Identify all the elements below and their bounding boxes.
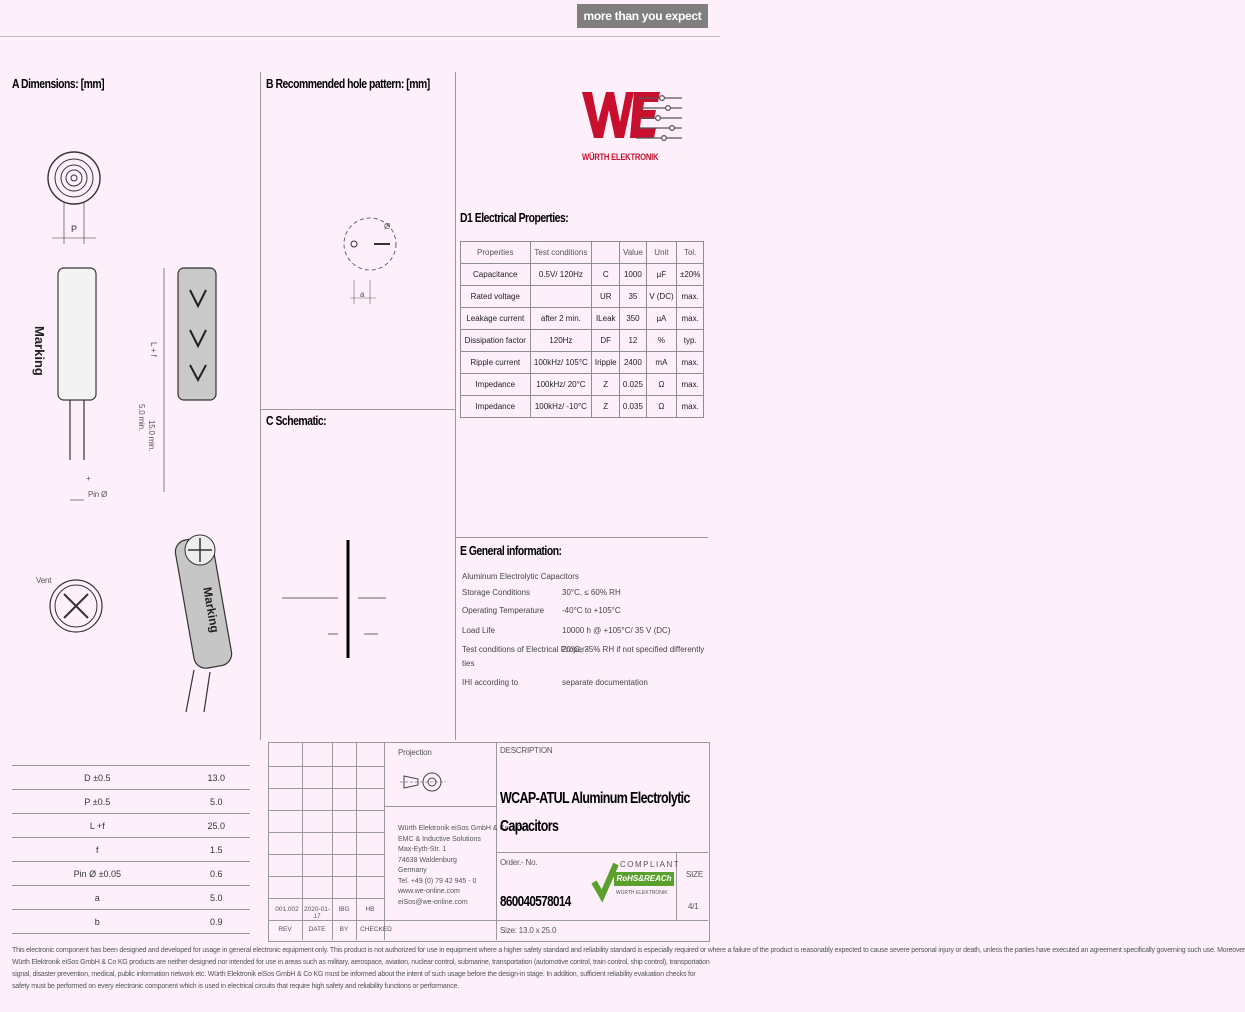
header-divider xyxy=(0,36,720,37)
dim-label-min15: 15.0 min. xyxy=(147,420,156,452)
dim-label-pin: Pin Ø xyxy=(88,490,108,499)
table-cell: 120Hz xyxy=(530,330,592,352)
dim-value: 13.0 xyxy=(183,766,250,790)
table-cell: max. xyxy=(677,396,704,418)
table-cell: Capacitance xyxy=(461,264,531,286)
table-row xyxy=(12,910,250,934)
table-cell: 100kHz/ 105°C xyxy=(530,352,592,374)
dim-name: b xyxy=(12,910,183,934)
tb-grid xyxy=(268,766,384,767)
tagline-banner: more than you expect xyxy=(577,4,708,28)
section-e-title: E General information: xyxy=(460,543,562,558)
page-number: 4/1 xyxy=(688,902,699,911)
rohs-badge xyxy=(592,856,681,914)
general-info-label: IHI according to xyxy=(462,678,519,687)
label-date: DATE xyxy=(308,926,326,933)
table-cell: max. xyxy=(677,374,704,396)
table-cell: 35 xyxy=(620,286,646,308)
table-row xyxy=(461,374,704,396)
general-info-label: Aluminum Electrolytic Capacitors xyxy=(462,572,579,581)
table-cell: ILeak xyxy=(592,308,620,330)
general-info-value: 30°C, ≤ 60% RH xyxy=(562,588,621,597)
frame-divider-d-e xyxy=(455,537,708,538)
address-line: www.we-online.com xyxy=(398,888,460,895)
table-cell: Impedance xyxy=(461,396,531,418)
table-cell: Leakage current xyxy=(461,308,531,330)
section-b-title: B Recommended hole pattern: [mm] xyxy=(266,76,430,91)
table-cell: Ω xyxy=(646,396,677,418)
dim-label-vent: Vent xyxy=(36,576,52,585)
table-cell: 100kHz/ 20°C xyxy=(530,374,592,396)
dimensions-table xyxy=(12,765,250,934)
size-info: Size: 13.0 x 25.0 xyxy=(500,926,557,935)
address-line: eiSos@we-online.com xyxy=(398,898,468,906)
dim-name: Pin Ø ±0.05 xyxy=(12,862,183,886)
table-row xyxy=(12,886,250,910)
capacitor-schematic xyxy=(276,530,396,670)
dim-label-l: L + f xyxy=(149,342,158,357)
marking-label-2: Marking xyxy=(200,586,222,634)
badge-brand: WÜRTH ELEKTRONIK xyxy=(616,890,668,896)
table-cell: µF xyxy=(646,264,677,286)
dim-value: 25.0 xyxy=(183,814,250,838)
projection-label: Projection xyxy=(398,748,432,757)
table-cell: Z xyxy=(592,374,620,396)
table-row xyxy=(461,352,704,374)
dim-name: P ±0.5 xyxy=(12,790,183,814)
dim-label-p: P xyxy=(71,224,77,234)
table-cell: Rated voltage xyxy=(461,286,531,308)
tb-grid xyxy=(384,742,385,940)
table-cell: 2400 xyxy=(620,352,646,374)
table-header-row xyxy=(461,242,704,264)
table-row xyxy=(12,790,250,814)
table-cell: % xyxy=(646,330,677,352)
tb-grid xyxy=(496,920,708,921)
address-line: Germany xyxy=(398,867,427,874)
table-cell: 0.025 xyxy=(620,374,646,396)
table-row xyxy=(12,862,250,886)
address-line: Würth Elektronik eiSos GmbH & Co. KG xyxy=(398,825,523,832)
dim-value: 5.0 xyxy=(183,790,250,814)
general-info-value: 20°C, 35% RH if not specified differently xyxy=(562,645,705,654)
tb-grid xyxy=(268,920,496,921)
table-cell: mA xyxy=(646,352,677,374)
header-cell: Unit xyxy=(646,242,677,264)
order-number: 860040578014 xyxy=(500,893,571,910)
dim-value: 1.5 xyxy=(183,838,250,862)
table-cell: Z xyxy=(592,396,620,418)
tb-grid xyxy=(384,806,496,807)
address-line: Tel. +49 (0) 79 42 945 - 0 xyxy=(398,877,477,885)
table-cell: Dissipation factor xyxy=(461,330,531,352)
table-cell: V (DC) xyxy=(646,286,677,308)
disclaimer-line2: Würth Elektronik eiSos GmbH & Co KG products are neither designed nor intended for use in areas such as military, aerospace, aviation, nuclear control, submarine, transportation (automotive control, train control, ship control), transportation signal, disaster prevention, medical, public information network etc. Würth Elektronik eiSos GmbH & Co KG must be informed about the intent of such usage before the design-in stage. In addition, sufficient reliability evaluation checks for safety must be performed on every electronic component which is used in electrical circuits that require high safety and reliability functions or performance. xyxy=(12,959,710,990)
dim-label-plus: + xyxy=(86,474,91,483)
table-cell: max. xyxy=(677,286,704,308)
status-date: 2020-01-17 xyxy=(303,906,331,920)
general-info-label: Load Life xyxy=(462,626,495,635)
frame-divider-right xyxy=(455,72,456,740)
table-cell: 12 xyxy=(620,330,646,352)
general-info-value: -40°C to +105°C xyxy=(562,606,621,615)
tb-grid xyxy=(268,832,384,833)
frame-divider-b-c xyxy=(260,409,456,410)
header-cell: Tol. xyxy=(677,242,704,264)
table-cell: Iripple xyxy=(592,352,620,374)
section-c-title: C Schematic: xyxy=(266,413,327,428)
table-cell: typ. xyxy=(677,330,704,352)
table-cell: µA xyxy=(646,308,677,330)
table-cell: 0.035 xyxy=(620,396,646,418)
tb-grid xyxy=(268,788,384,789)
general-info-value: separate documentation xyxy=(562,678,648,687)
tb-grid xyxy=(268,810,384,811)
table-row xyxy=(461,396,704,418)
table-cell: 350 xyxy=(620,308,646,330)
dim-label-min5: 5.0 min. xyxy=(137,404,146,431)
general-info-label: ties xyxy=(462,659,475,668)
dim-value: 5.0 xyxy=(183,886,250,910)
label-checked: CHECKED xyxy=(360,926,392,933)
header-cell: Value xyxy=(620,242,646,264)
table-cell: 0.5V/ 120Hz xyxy=(530,264,592,286)
logo-brand-text: WÜRTH ELEKTRONIK xyxy=(582,152,659,162)
tb-grid xyxy=(268,876,384,877)
status-by: IBG xyxy=(338,906,350,913)
tb-grid xyxy=(268,898,384,899)
marking-label: Marking xyxy=(32,326,47,376)
table-row xyxy=(12,814,250,838)
table-cell: after 2 min. xyxy=(530,308,592,330)
electrical-properties-table xyxy=(460,241,704,418)
product-title-line1: WCAP-ATUL Aluminum Electrolytic xyxy=(500,790,690,807)
projection-icon xyxy=(400,762,446,802)
tb-grid xyxy=(268,854,384,855)
rohs-text: RoHS&REACh xyxy=(614,872,674,886)
table-row xyxy=(461,330,704,352)
table-cell: Ω xyxy=(646,374,677,396)
label-rev: REV xyxy=(278,926,292,933)
dim-name: a xyxy=(12,886,183,910)
dim-name: D ±0.5 xyxy=(12,766,183,790)
table-cell: 100kHz/ -10°C xyxy=(530,396,592,418)
compliant-text: COMPLIANT xyxy=(620,860,681,869)
table-cell: DF xyxy=(592,330,620,352)
status-rev: 001.002 xyxy=(275,906,299,913)
general-info-label: Operating Temperature xyxy=(462,606,545,615)
product-title-line2: Capacitors xyxy=(500,818,559,835)
table-cell: max. xyxy=(677,308,704,330)
status-row xyxy=(272,906,384,920)
label-by: BY xyxy=(339,926,349,933)
dim-name: L +f xyxy=(12,814,183,838)
hole-pattern-drawing xyxy=(330,200,420,310)
table-row xyxy=(12,838,250,862)
general-info-value: 10000 h @ +105°C/ 35 V (DC) xyxy=(562,626,671,635)
header-cell: Test conditions xyxy=(530,242,592,264)
section-d1-title: D1 Electrical Properties: xyxy=(460,210,569,225)
table-cell: Ripple current xyxy=(461,352,531,374)
disclaimer-line1: This electronic component has been designed and developed for usage in general electronic equipment only. This product is not authorized for use in equipment where a higher safety standard and reliability standard is especially required or where a failure of the product is reasonably expected to cause severe personal injury or death, unless the parties have executed an agreement specifically governing such use. Moreover xyxy=(12,947,1245,954)
table-cell: UR xyxy=(592,286,620,308)
address-line: 74638 Waldenburg xyxy=(398,856,457,864)
general-info-label: Storage Conditions xyxy=(462,588,531,597)
dim-value: 0.9 xyxy=(183,910,250,934)
description-label: DESCRIPTION xyxy=(500,746,553,755)
order-label: Order.- No. xyxy=(500,858,538,867)
dim-value: 0.6 xyxy=(183,862,250,886)
section-a-title: A Dimensions: [mm] xyxy=(12,76,105,91)
table-cell: Impedance xyxy=(461,374,531,396)
table-cell xyxy=(530,286,592,308)
status-checked: HB xyxy=(365,906,375,913)
table-row xyxy=(461,308,704,330)
table-cell: ±20% xyxy=(677,264,704,286)
table-cell: 1000 xyxy=(620,264,646,286)
disclaimer xyxy=(12,945,1245,993)
table-row xyxy=(12,766,250,790)
wurth-logo xyxy=(578,86,688,166)
table-cell: C xyxy=(592,264,620,286)
table-row xyxy=(461,264,704,286)
general-info-label: Test conditions of Electrical Proper- xyxy=(462,645,588,654)
labels-row xyxy=(268,926,428,933)
table-row xyxy=(461,286,704,308)
we-logo-icon xyxy=(578,86,688,148)
address-line: Max-Eyth-Str. 1 xyxy=(398,846,447,853)
header-cell xyxy=(592,242,620,264)
address-line: EMC & Inductive Solutions xyxy=(398,835,481,843)
frame-divider-left xyxy=(260,72,261,740)
hole-label-d: Ø xyxy=(384,222,391,231)
size-label: SIZE xyxy=(686,870,703,879)
hole-label-a: a xyxy=(360,290,365,299)
header-cell: Properties xyxy=(461,242,531,264)
dim-name: f xyxy=(12,838,183,862)
table-cell: max. xyxy=(677,352,704,374)
